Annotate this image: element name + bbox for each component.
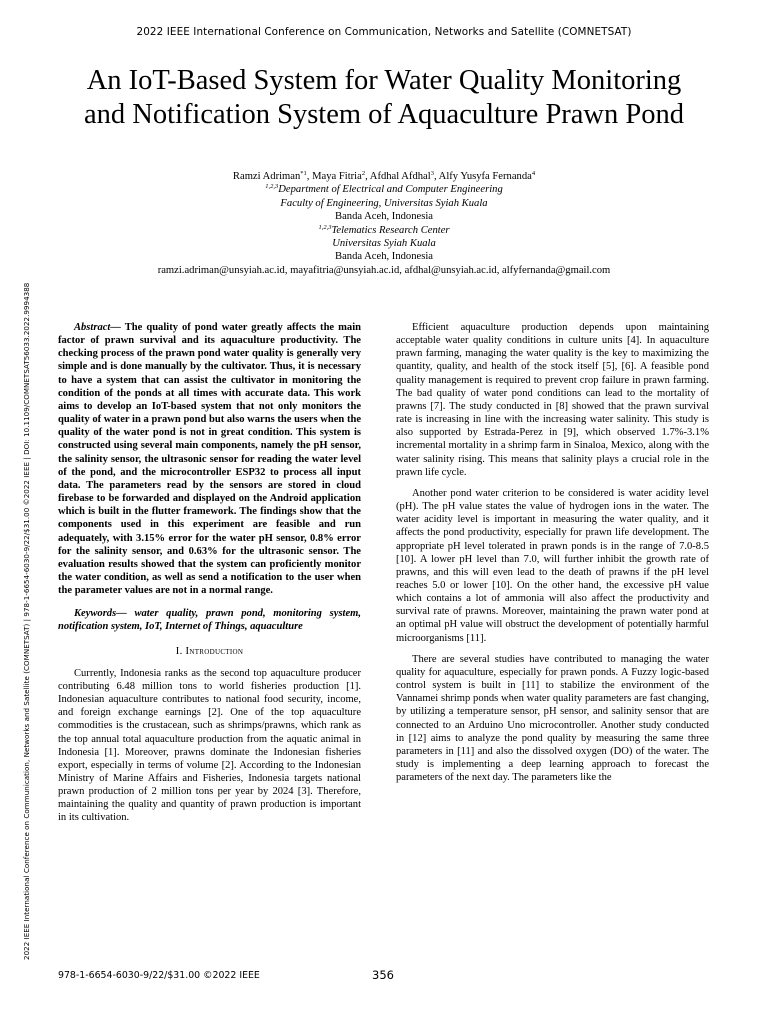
intro-paragraph-2: Efficient aquaculture production depends upon maintaining acceptable water quality conditions in culture units [4]. In aquaculture prawn farming, managing the water quality is the key to maximizing the quantity, quality, and health of the stock itself [5], [6]. A feasible pond quality management is required to prevent crop failure in prawn farming. The bad quality of water pond conditions can lead to the mortality of prawns [7]. The study conducted in [8] showed that the prawn survival rate is increasing in line with the increasing water salinity. This study is also supported by Estrada-Perez in [9], which observed 1.7%-3.1% incremental mortality in a shrimp farm in Sinaloa, Mexico, along with the water salinity rising. This means that salinity plays a crucial role in the prawn life cycle.: [396, 322, 709, 478]
conference-header: 2022 IEEE International Conference on Communication, Networks and Satellite (COMNETSAT): [136, 26, 632, 38]
author-names: Ramzi Adriman$^{*1}$, Maya Fitria$^2$, Afdhal Afdhal$^3$, Alfy Yusyfa Fernanda$^4$: [232, 170, 536, 182]
footer-isbn: 978-1-6654-6030-9/22/$31.00 ©2022 IEEE: [58, 970, 260, 981]
doi-sidebar-text: 2022 IEEE International Conference on Communication, Networks and Satellite (COMNETSAT) | 978-1-6654-6030-9/22/$31.00 ©2022 IEEE | DOI: 10.1109/COMNETSAT56033.2022.9994388: [22, 282, 31, 960]
section-heading-introduction: I. Introduction: [175, 645, 244, 657]
keywords: Keywords— water quality, prawn pond, monitoring system, notification system, IoT, Internet of Things, aquaculture: [58, 608, 361, 633]
abstract-text: The quality of pond water greatly affects the main factor of prawn survival and its aquaculture productivity. The checking process of the prawn pond water quality is generally very simple and is done manually by the cultivator. Thus, it is necessary to have a system that can assist the cultivator in monitoring the condition of the ponds at all times with accurate data. This work aims to develop an IoT-based system that not only monitors the quality of water in a prawn pond but also warns the users when the quality of the water pond is not in great condition. This system is constructed using several main components, namely the pH sensor, the salinity sensor, the ultrasonic sensor for reading the water level of the pond, and the microcontroller ESP32 to process all input data. The parameters read by the sensors are stored in cloud firebase to be forwarded and displayed on the Android application which is built in the flutter framework. The findings show that the components used in this experiment are feasible and run adequately, with 3.15% error for the water pH sensor, 0.8% error for the salinity sensor, and 0.63% for the ultrasonic sensor. The evaluation results showed that the system can proficiently monitor the water condition, as well as send a notification to the user when the parameter values are not in a normal range.: [58, 322, 361, 597]
abstract-label: Abstract—: [74, 322, 121, 333]
intro-paragraph-4: There are several studies have contributed to managing the water quality for aquaculture, especially for prawn ponds. A Fuzzy logic-based control system is built in [11] to stabilize the environment of the Vannamei shrimp ponds when water quality parameters are fast changing, by utilizing a temperature sensor, pH sensor, and salinity sensor that are connected to an Arduino Uno microcontroller. Another study conducted in [12] aims to analyze the pond quality by measuring the same three parameters in [11] and also the dissolved oxygen (DO) of the water. The study is implementing a deep learning approach to forecast the parameters of the next day. The parameters like the: [396, 653, 709, 784]
affiliation-department: $^{1,2,3}$Department of Electrical and Computer Engineering: [265, 183, 503, 196]
affiliation-city-1: Banda Aceh, Indonesia: [335, 211, 433, 223]
title-line-2: and Notification System of Aquaculture Prawn Pond: [84, 99, 684, 130]
intro-paragraph-3: Another pond water criterion to be considered is water acidity level (pH). The pH value states the value of hydrogen ions in the water. The water acidity level is important in measuring the water quality, and it affects the pond productivity, especially for prawn life development. The appropriate pH level tolerated in prawn ponds is in the range of 7.0-8.5 [10]. A lower pH level than 7.0, will further inhibit the growth rate of prawns, and this will even lead to the death of prawns if the pH level reaches 5.0 or lower [10]. On the other hand, the excessive pH value which contains a lot of ammonia will also affect the productivity and survival rate of prawns. Moreover, maintaining the prawn water pond at an optimal pH value will obstruct the development of potentially harmful microorganisms [11].: [396, 487, 709, 644]
author-block: [0, 170, 768, 277]
left-column: [58, 321, 361, 825]
paper-title: [30, 64, 738, 132]
page-number: 356: [372, 968, 394, 982]
affiliation-faculty: Faculty of Engineering, Universitas Syiah Kuala: [280, 197, 488, 209]
affiliation-university: Universitas Syiah Kuala: [332, 238, 436, 250]
title-line-1: An IoT-Based System for Water Quality Monitoring: [86, 65, 682, 96]
abstract: [58, 321, 361, 597]
intro-paragraph-1: Currently, Indonesia ranks as the second top aquaculture producer contributing 6.48 million tons to world fisheries production [1]. Indonesian aquaculture contributes to national food security, income, and foreign exchange earnings [2]. One of the top aquaculture commodities is the crustacean, such as shrimps/prawns, which rank as the top annual total aquaculture production from the aquatic animal in Indonesia [1]. Moreover, prawns dominate the Indonesian fisheries export, especially in terms of volume [2]. According to the Indonesian Ministry of Marine Affairs and Fisheries, Indonesia targets national prawn production of 2 million tons per year by 2024 [3]. Therefore, maintaining the quality and quantity of prawn production is important in its cultivation.: [58, 667, 361, 824]
author-emails: ramzi.adriman@unsyiah.ac.id, mayafitria@unsyiah.ac.id, afdhal@unsyiah.ac.id, alfyfernanda@gmail.com: [157, 264, 611, 276]
affiliation-city-2: Banda Aceh, Indonesia: [335, 251, 433, 263]
right-column: [396, 321, 709, 784]
affiliation-center: $^{1,2,3}$Telematics Research Center: [318, 223, 450, 236]
